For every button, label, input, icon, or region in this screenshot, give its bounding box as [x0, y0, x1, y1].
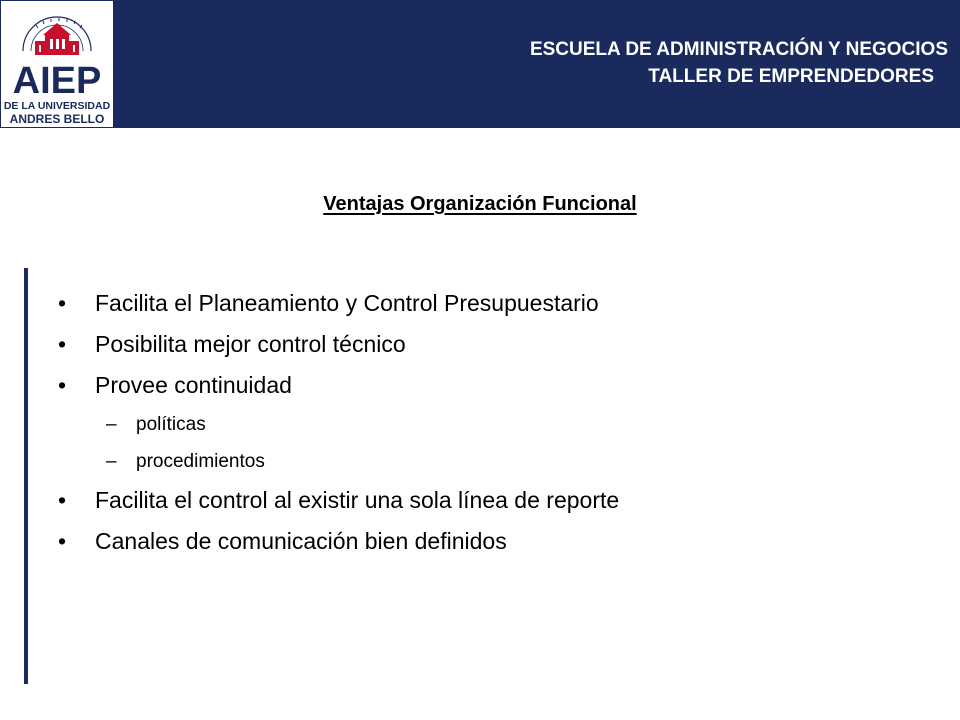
course-name: TALLER DE EMPRENDEDORES	[648, 66, 934, 87]
logo-wordmark: AIEP	[12, 60, 102, 102]
aiep-logo	[0, 0, 114, 128]
list-item	[58, 324, 938, 365]
bullet-list	[58, 283, 938, 562]
bullet-marker: •	[58, 290, 67, 316]
left-accent-rule	[24, 268, 28, 684]
sub-list-item	[58, 443, 938, 480]
sub-bullet-marker: –	[106, 451, 117, 472]
bullet-marker: •	[58, 528, 67, 554]
list-item-text: Provee continuidad	[95, 372, 292, 398]
school-name: ESCUELA DE ADMINISTRACIÓN Y NEGOCIOS	[529, 39, 948, 60]
header-bar	[0, 0, 960, 128]
list-item-text: Posibilita mejor control técnico	[95, 331, 406, 357]
sub-bullet-marker: –	[106, 414, 117, 435]
list-item-text: Facilita el Planeamiento y Control Presupuestario	[95, 290, 599, 316]
bullet-marker: •	[58, 331, 67, 357]
logo-line2: ANDRES BELLO	[9, 112, 105, 126]
bullet-marker: •	[58, 487, 67, 513]
sub-list-item-text: políticas	[136, 414, 206, 435]
slide-title-text: Ventajas Organización Funcional	[323, 193, 637, 215]
slide-title	[0, 193, 960, 216]
bullet-marker: •	[58, 372, 67, 398]
list-item	[58, 521, 938, 562]
aiep-logo-graphic	[1, 1, 113, 127]
logo-line1: DE LA UNIVERSIDAD	[3, 100, 111, 112]
sub-list-item-text: procedimientos	[136, 451, 265, 472]
list-item-text: Facilita el control al existir una sola línea de reporte	[95, 487, 620, 513]
sub-list-item	[58, 406, 938, 443]
header-titles	[530, 36, 948, 90]
list-item	[58, 283, 938, 324]
list-item	[58, 365, 938, 406]
list-item-text: Canales de comunicación bien definidos	[95, 528, 507, 554]
list-item	[58, 480, 938, 521]
